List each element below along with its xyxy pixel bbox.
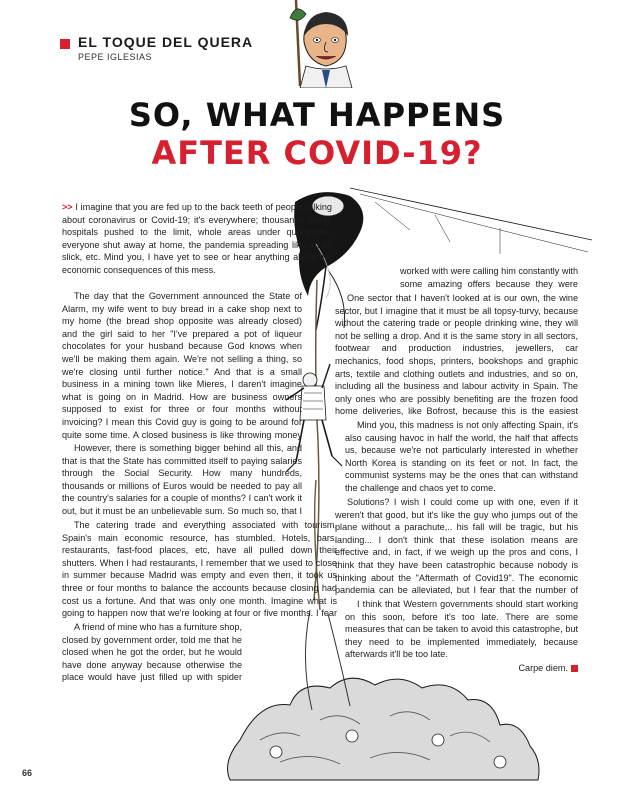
article-paragraph-6: worked with were calling him constantly with some amazing offers because they were <box>400 266 578 289</box>
headline-line-2: AFTER COVID-19? <box>151 134 483 172</box>
article-end-mark <box>571 665 578 672</box>
section-marker <box>60 39 70 49</box>
article-paragraph-8: Mind you, this madness is not only affecting Spain, it's also causing havoc in half the world, the half that affects us, because we're not particularly interested in whether North Korea is standing on its feet or not. In fact, the communist systems may be the ones that can withstand the challenge and chaos yet to come. <box>345 420 578 493</box>
intro-chevron-icon: >> <box>62 202 73 212</box>
article-paragraph-11: Carpe diem. <box>345 662 578 676</box>
section-title: EL TOQUE DEL QUERA <box>78 34 254 50</box>
article-paragraph-2: The day that the Government announced the State of Alarm, my wife went to buy bread in a cake shop next to my home (the bread shop opposite was already closed) and the girl said to her "I've prepared a pot of liqueur chocolates for your husband because God knows when we'll be making them again. We're not selling a thing, so we're closing until further notice." And that is a small business in a mining town like Mieres, I daren't imagine what is going on in Madrid. How are business owners supposed to exist for three or four months without invoicing? I mean this Covid guy is going to be around for quite some time. A closed business is like throwing money <box>62 291 302 440</box>
headline-line-1: SO, WHAT HAPPENS <box>128 96 506 134</box>
page-number: 66 <box>22 768 33 778</box>
article-paragraph-4: The catering trade and everything associated with tourism, Spain's main economic resource, has stumbled. Hotels, bars, restaurants, fast-food places, etc, have all pulled down their shutters. When I had restaurants, I remember that we used to close in summer because Madrid was empty and even then, it took us three or four months to balance the accounts because closing had cost us a fortune. And that was only one month. Imagine what is going to happen now that we're looking at four or five months. I fear <box>62 520 337 619</box>
article-paragraph-10: I think that Western governments should start working on this soon, before it's too late. There are some measures that can be taken to avoid this catastrophe, but they need to be implemented immediately, because afterwards it'll be too late. <box>345 599 578 660</box>
article-paragraph-7: One sector that I haven't looked at is our own, the wine sector, but I imagine that it must be all topsy-turvy, because without the catering trade or people drinking wine, they will not be selling a drop. And it is the same story in all sectors, footwear and production industries, jewellers, car mechanics, food shops, printers, bookshops and graphic arts, textile and clothing outlets and industries, and so on, including all the business and labour activity in Spain. The only ones who are possibly benefiting are the frozen food home deliveries, like Bofrost, because this is the easiest <box>335 293 578 417</box>
article-paragraph-1: >> I imagine that you are fed up to the back teeth of people talking about coronavirus or Covid-19; it's everywhere; thousands dying, hospitals pushed to the limit, whole areas under quarantine, everyone shut away at home, the pandemia spreading like an oil slick, etc. Mind you, I have yet to see or hear anything about the economic consequences of this mess. <box>62 202 332 275</box>
article-paragraph-9: Solutions? I wish I could come up with one, even if it weren't that good, but it's like the guy who jumps out of the plane without a parachute,.. his fall will be tragic, but his landing... I don't think that these isolation means are effective and, in fact, if we weigh up the pros and cons, I think that they have been catastrophic because nobody is thinking about the "Aftermath of Covid19". The economic pandemia can be alleviated, but I fear that the number of <box>335 497 578 596</box>
article-paragraph-3: However, there is something bigger behind all this, and that is that the State has committed itself to paying salaries through the Social Security. How many hundreds, thousands or millions of Euros would be needed to pay all the country's salaries for a couple of months? I can't work it out, but it must be an unbelievable sum. So much so, that I <box>62 443 302 516</box>
article-paragraph-5: A friend of mine who has a furniture shop, closed by government order, told me that he closed when he got the order, but he would have done anyway because otherwise the place would have just filled up with spider <box>62 622 242 683</box>
author-caricature <box>282 0 362 88</box>
author-name: PEPE IGLESIAS <box>78 52 153 62</box>
